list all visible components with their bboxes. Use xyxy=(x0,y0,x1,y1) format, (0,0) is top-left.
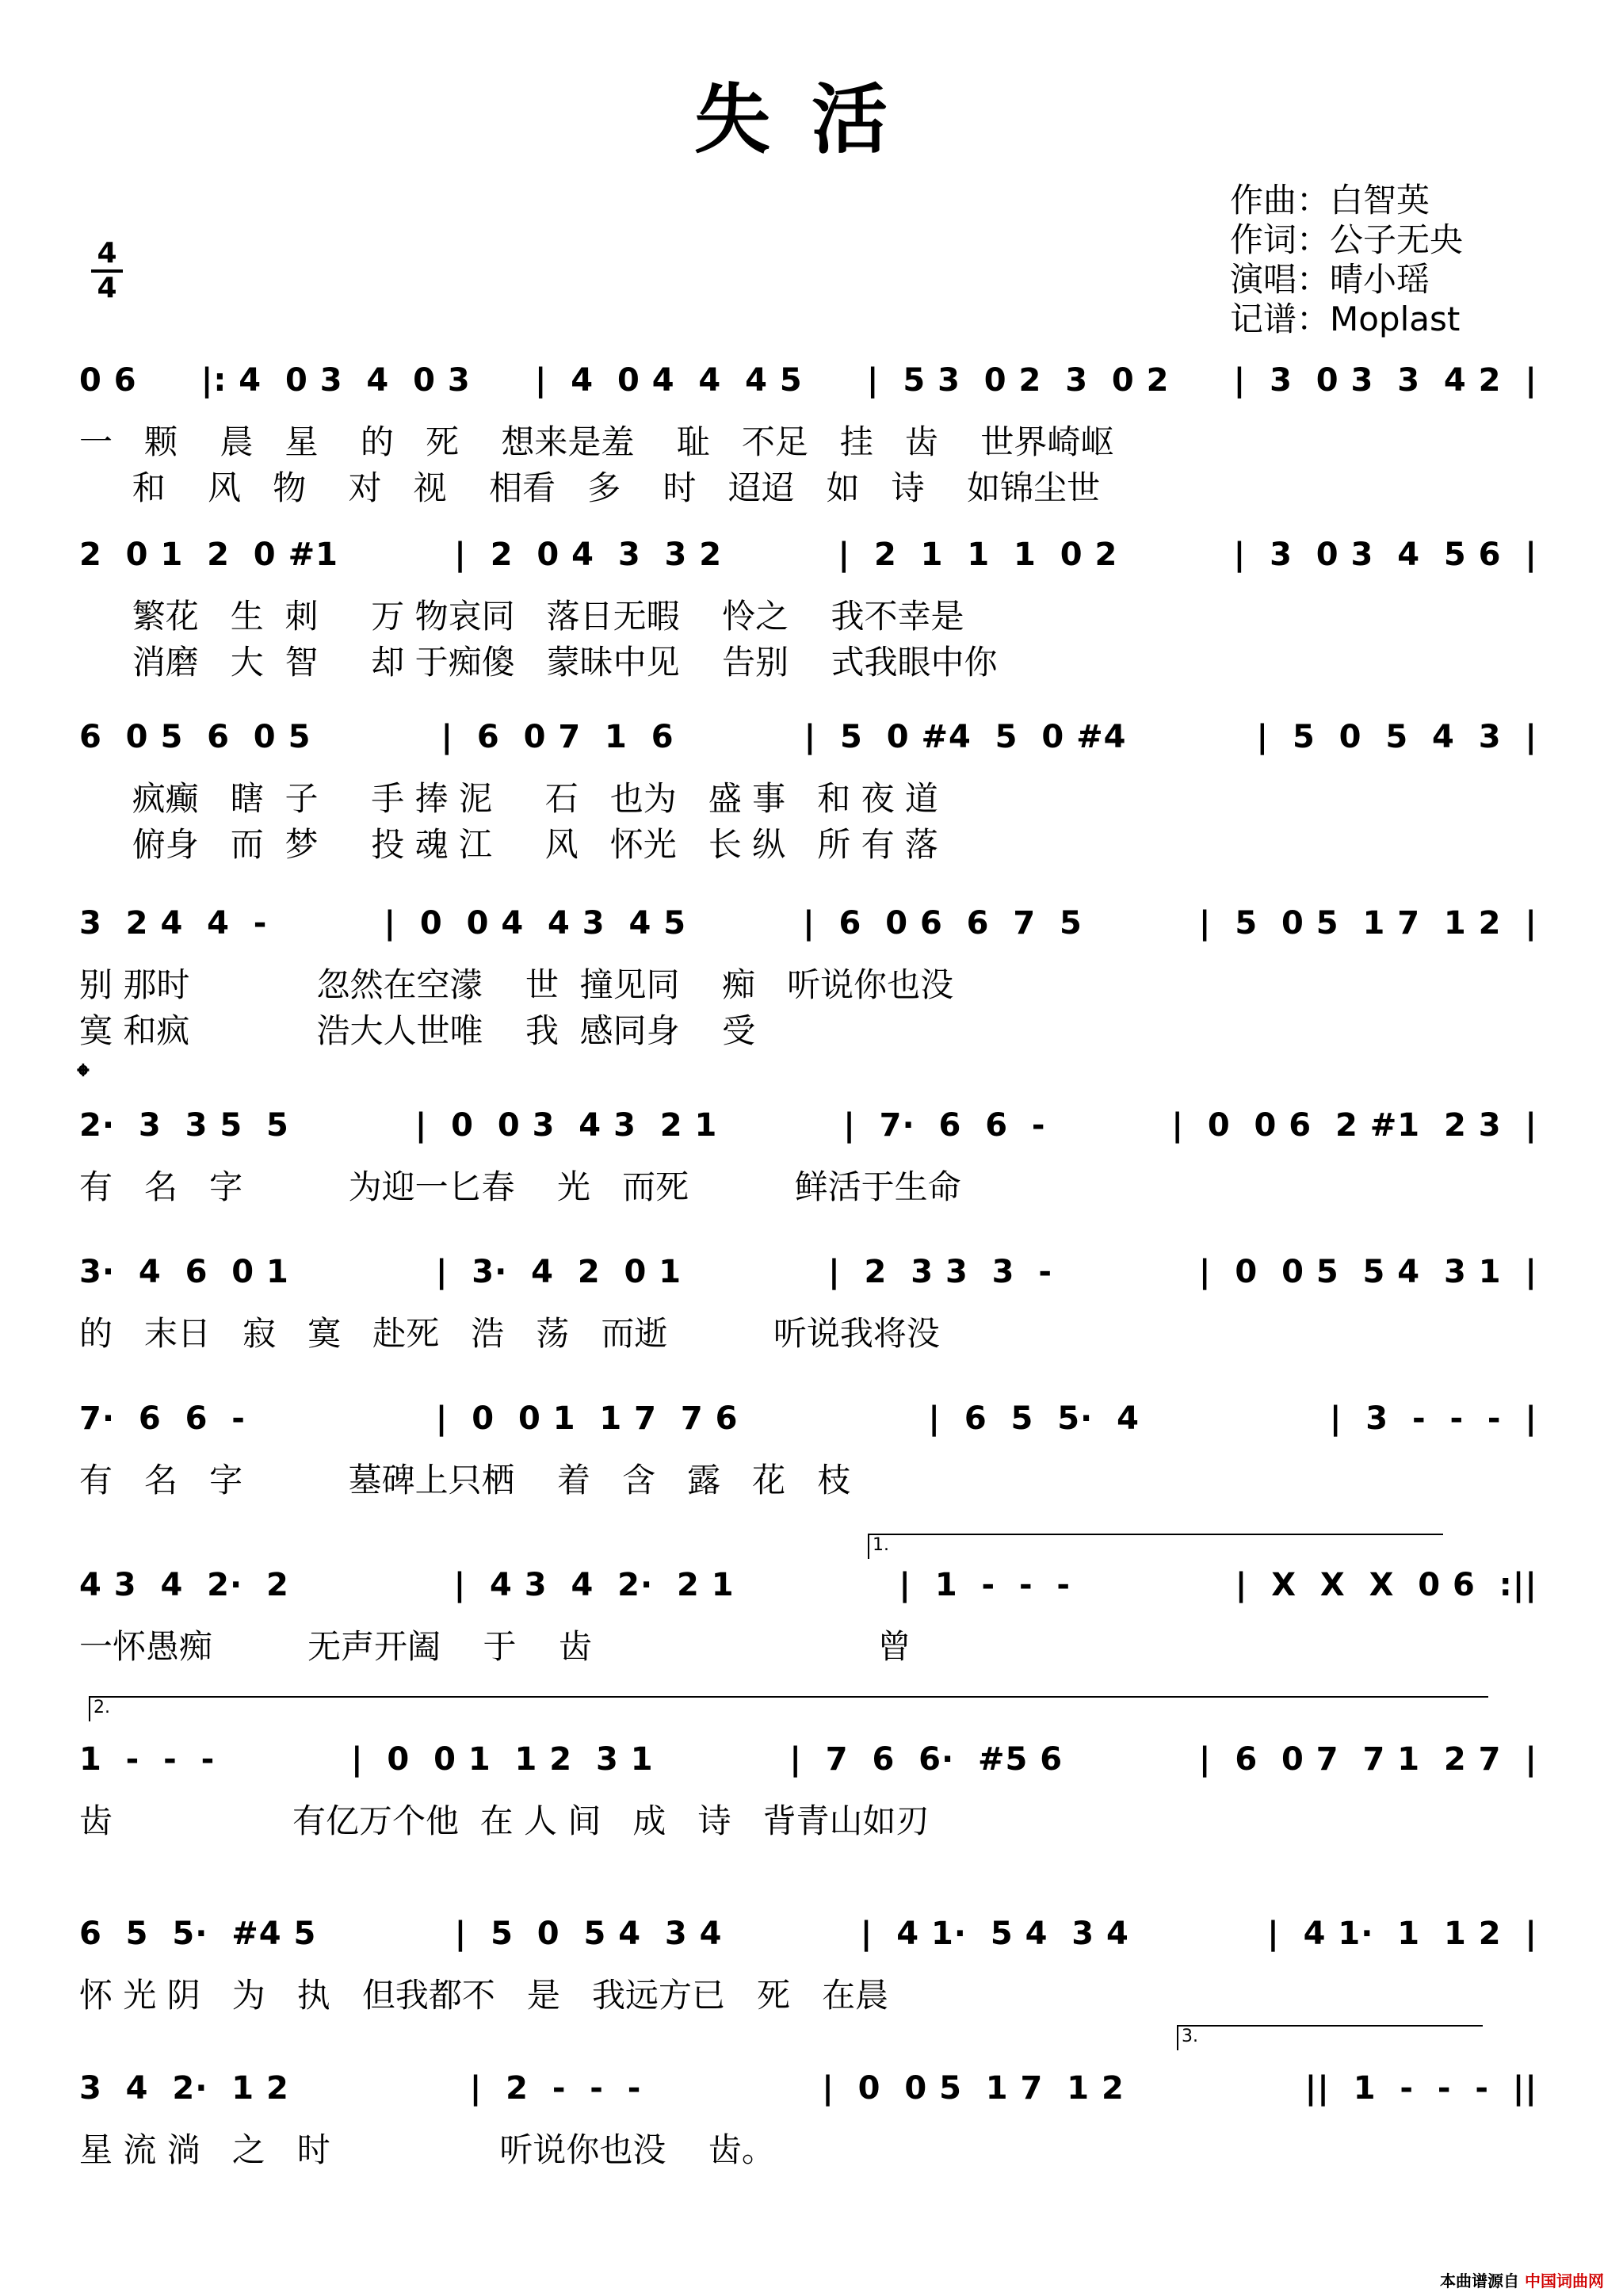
song-title: 失活 xyxy=(694,74,929,164)
credit-lyricist: 作词：公子无央 xyxy=(1230,220,1464,259)
measure: | 2 0 4 3 3 2 xyxy=(454,537,723,573)
volta-2 xyxy=(89,1696,1488,1721)
measure: | 1 - - - xyxy=(899,1567,1071,1603)
time-signature-denominator: 4 xyxy=(97,272,117,304)
footer-brand: 中国词曲网 xyxy=(1525,2271,1604,2290)
notes-row xyxy=(79,1244,1537,1300)
coda-sign: 𝄌 xyxy=(78,1058,89,1095)
time-signature xyxy=(91,238,123,304)
measure: | 0 0 3 4 3 2 1 xyxy=(414,1107,718,1144)
footer xyxy=(1440,2268,1604,2291)
measure: | 2 1 1 1 0 2 xyxy=(838,537,1118,573)
measure: 7· 6 6 - xyxy=(79,1400,246,1437)
measure: | 6 0 7 1 6 xyxy=(441,719,674,755)
lyric-line: 的 末日 寂 寞 赴死 浩 荡 而逝 听说我将没 xyxy=(79,1314,940,1353)
volta-2-label: 2. xyxy=(94,1698,110,1717)
measure: | 6 5 5· 4 xyxy=(928,1400,1140,1437)
lyric-line: 寞 和疯 浩大人世唯 我 感同身 受 xyxy=(79,1011,756,1050)
credit-composer: 作曲：白智英 xyxy=(1230,181,1430,220)
volta-3 xyxy=(1177,2025,1483,2050)
measure: | 4 0 4 4 4 5 xyxy=(534,362,803,399)
measure: | 3 - - - | xyxy=(1329,1400,1537,1437)
notes-row xyxy=(79,1391,1537,1446)
measure: | 2 3 3 3 - xyxy=(828,1254,1052,1290)
measure: | 6 0 7 7 1 2 7 | xyxy=(1198,1741,1537,1778)
measure: | 3 0 3 3 4 2 | xyxy=(1233,362,1537,399)
notes-row xyxy=(79,1098,1537,1153)
measure: | 7· 6 6 - xyxy=(843,1107,1046,1144)
measure: |: 4 0 3 4 0 3 xyxy=(200,362,471,399)
notes-row xyxy=(79,527,1537,583)
notes-row xyxy=(79,709,1537,765)
measure: | 2 - - - xyxy=(469,2070,642,2107)
notes-row xyxy=(79,2061,1537,2116)
measure: || 1 - - - || xyxy=(1304,2070,1537,2107)
lyric-line: 星 流 淌 之 时 听说你也没 齿。 xyxy=(79,2130,775,2169)
measure: | 4 1· 1 1 2 | xyxy=(1267,1916,1537,1952)
measure: | 7 6 6· #5 6 xyxy=(789,1741,1064,1778)
notes-row xyxy=(79,896,1537,951)
measure: 0 6 xyxy=(79,362,137,399)
lyric-line: 怀 光 阴 为 执 但我都不 是 我远方已 死 在晨 xyxy=(79,1976,889,2015)
measure: 3 2 4 4 - xyxy=(79,905,268,942)
volta-3-label: 3. xyxy=(1182,2027,1198,2046)
lyric-line: 一怀愚痴 无声开阖 于 齿 曾 xyxy=(79,1627,911,1666)
credit-transcriber: 记谱：Moplast xyxy=(1230,300,1461,338)
lyric-line: 别 那时 忽然在空濛 世 撞见同 痴 听说你也没 xyxy=(79,965,954,1004)
measure: | 6 0 6 6 7 5 xyxy=(803,905,1083,942)
measure: | 0 0 6 2 #1 2 3 | xyxy=(1171,1107,1537,1144)
measure: 6 0 5 6 0 5 xyxy=(79,719,311,755)
measure: 3· 4 6 0 1 xyxy=(79,1254,289,1290)
measure: 4 3 4 2· 2 xyxy=(79,1567,289,1603)
credit-singer: 演唱：晴小瑶 xyxy=(1230,260,1430,299)
lyric-line: 一 颗 晨 星 的 死 想来是羞 耻 不足 挂 齿 世界崎岖 xyxy=(79,422,1114,461)
measure: | 5 0 #4 5 0 #4 xyxy=(804,719,1127,755)
volta-1-label: 1. xyxy=(873,1535,889,1555)
footer-source: 本曲谱源自 xyxy=(1440,2271,1520,2290)
measure: | 4 1· 5 4 3 4 xyxy=(860,1916,1129,1952)
measure: | 5 3 0 2 3 0 2 xyxy=(866,362,1170,399)
credits-block xyxy=(1230,181,1463,339)
measure: | 5 0 5 4 3 | xyxy=(1256,719,1537,755)
lyric-line: 疯癫 瞎 子 手 捧 泥 石 也为 盛 事 和 夜 道 xyxy=(79,779,938,818)
lyric-line: 有 名 字 为迎一匕春 光 而死 鲜活于生命 xyxy=(79,1167,961,1206)
lyric-line: 有 名 字 墓碑上只栖 着 含 露 花 枝 xyxy=(79,1461,851,1499)
measure: 2 0 1 2 0 #1 xyxy=(79,537,338,573)
measure: | 3 0 3 4 5 6 | xyxy=(1233,537,1537,573)
measure: | 4 3 4 2· 2 1 xyxy=(453,1567,735,1603)
measure: 1 - - - xyxy=(79,1741,216,1778)
notes-row xyxy=(79,1732,1537,1787)
measure: | 0 0 4 4 3 4 5 xyxy=(384,905,687,942)
notes-row xyxy=(79,353,1537,408)
lyric-line: 俯身 而 梦 投 魂 江 风 怀光 长 纵 所 有 落 xyxy=(79,825,938,864)
volta-1 xyxy=(868,1534,1443,1559)
measure: | 0 0 5 1 7 1 2 xyxy=(822,2070,1125,2107)
measure: | 0 0 5 5 4 3 1 | xyxy=(1198,1254,1537,1290)
time-signature-numerator: 4 xyxy=(91,238,123,273)
measure: | 5 0 5 4 3 4 xyxy=(454,1916,723,1952)
lyric-line: 消磨 大 智 却 于痴傻 蒙昧中见 告别 式我眼中你 xyxy=(79,643,998,682)
measure: | 0 0 1 1 7 7 6 xyxy=(435,1400,739,1437)
measure: | X X X 0 6 :|| xyxy=(1235,1567,1537,1603)
measure: | 5 0 5 1 7 1 2 | xyxy=(1198,905,1537,942)
measure: 3 4 2· 1 2 xyxy=(79,2070,289,2107)
measure: 6 5 5· #4 5 xyxy=(79,1916,317,1952)
lyric-line: 齿 有亿万个他 在 人 间 成 诗 背青山如刃 xyxy=(79,1801,930,1840)
measure: | 3· 4 2 0 1 xyxy=(435,1254,682,1290)
measure: 2· 3 3 5 5 xyxy=(79,1107,289,1144)
measure: | 0 0 1 1 2 3 1 xyxy=(350,1741,654,1778)
notes-row xyxy=(79,1906,1537,1962)
lyric-line: 和 风 物 对 视 相看 多 时 迢迢 如 诗 如锦尘世 xyxy=(79,468,1101,507)
notes-row xyxy=(79,1557,1537,1613)
lyric-line: 繁花 生 刺 万 物哀同 落日无暇 怜之 我不幸是 xyxy=(79,597,964,636)
